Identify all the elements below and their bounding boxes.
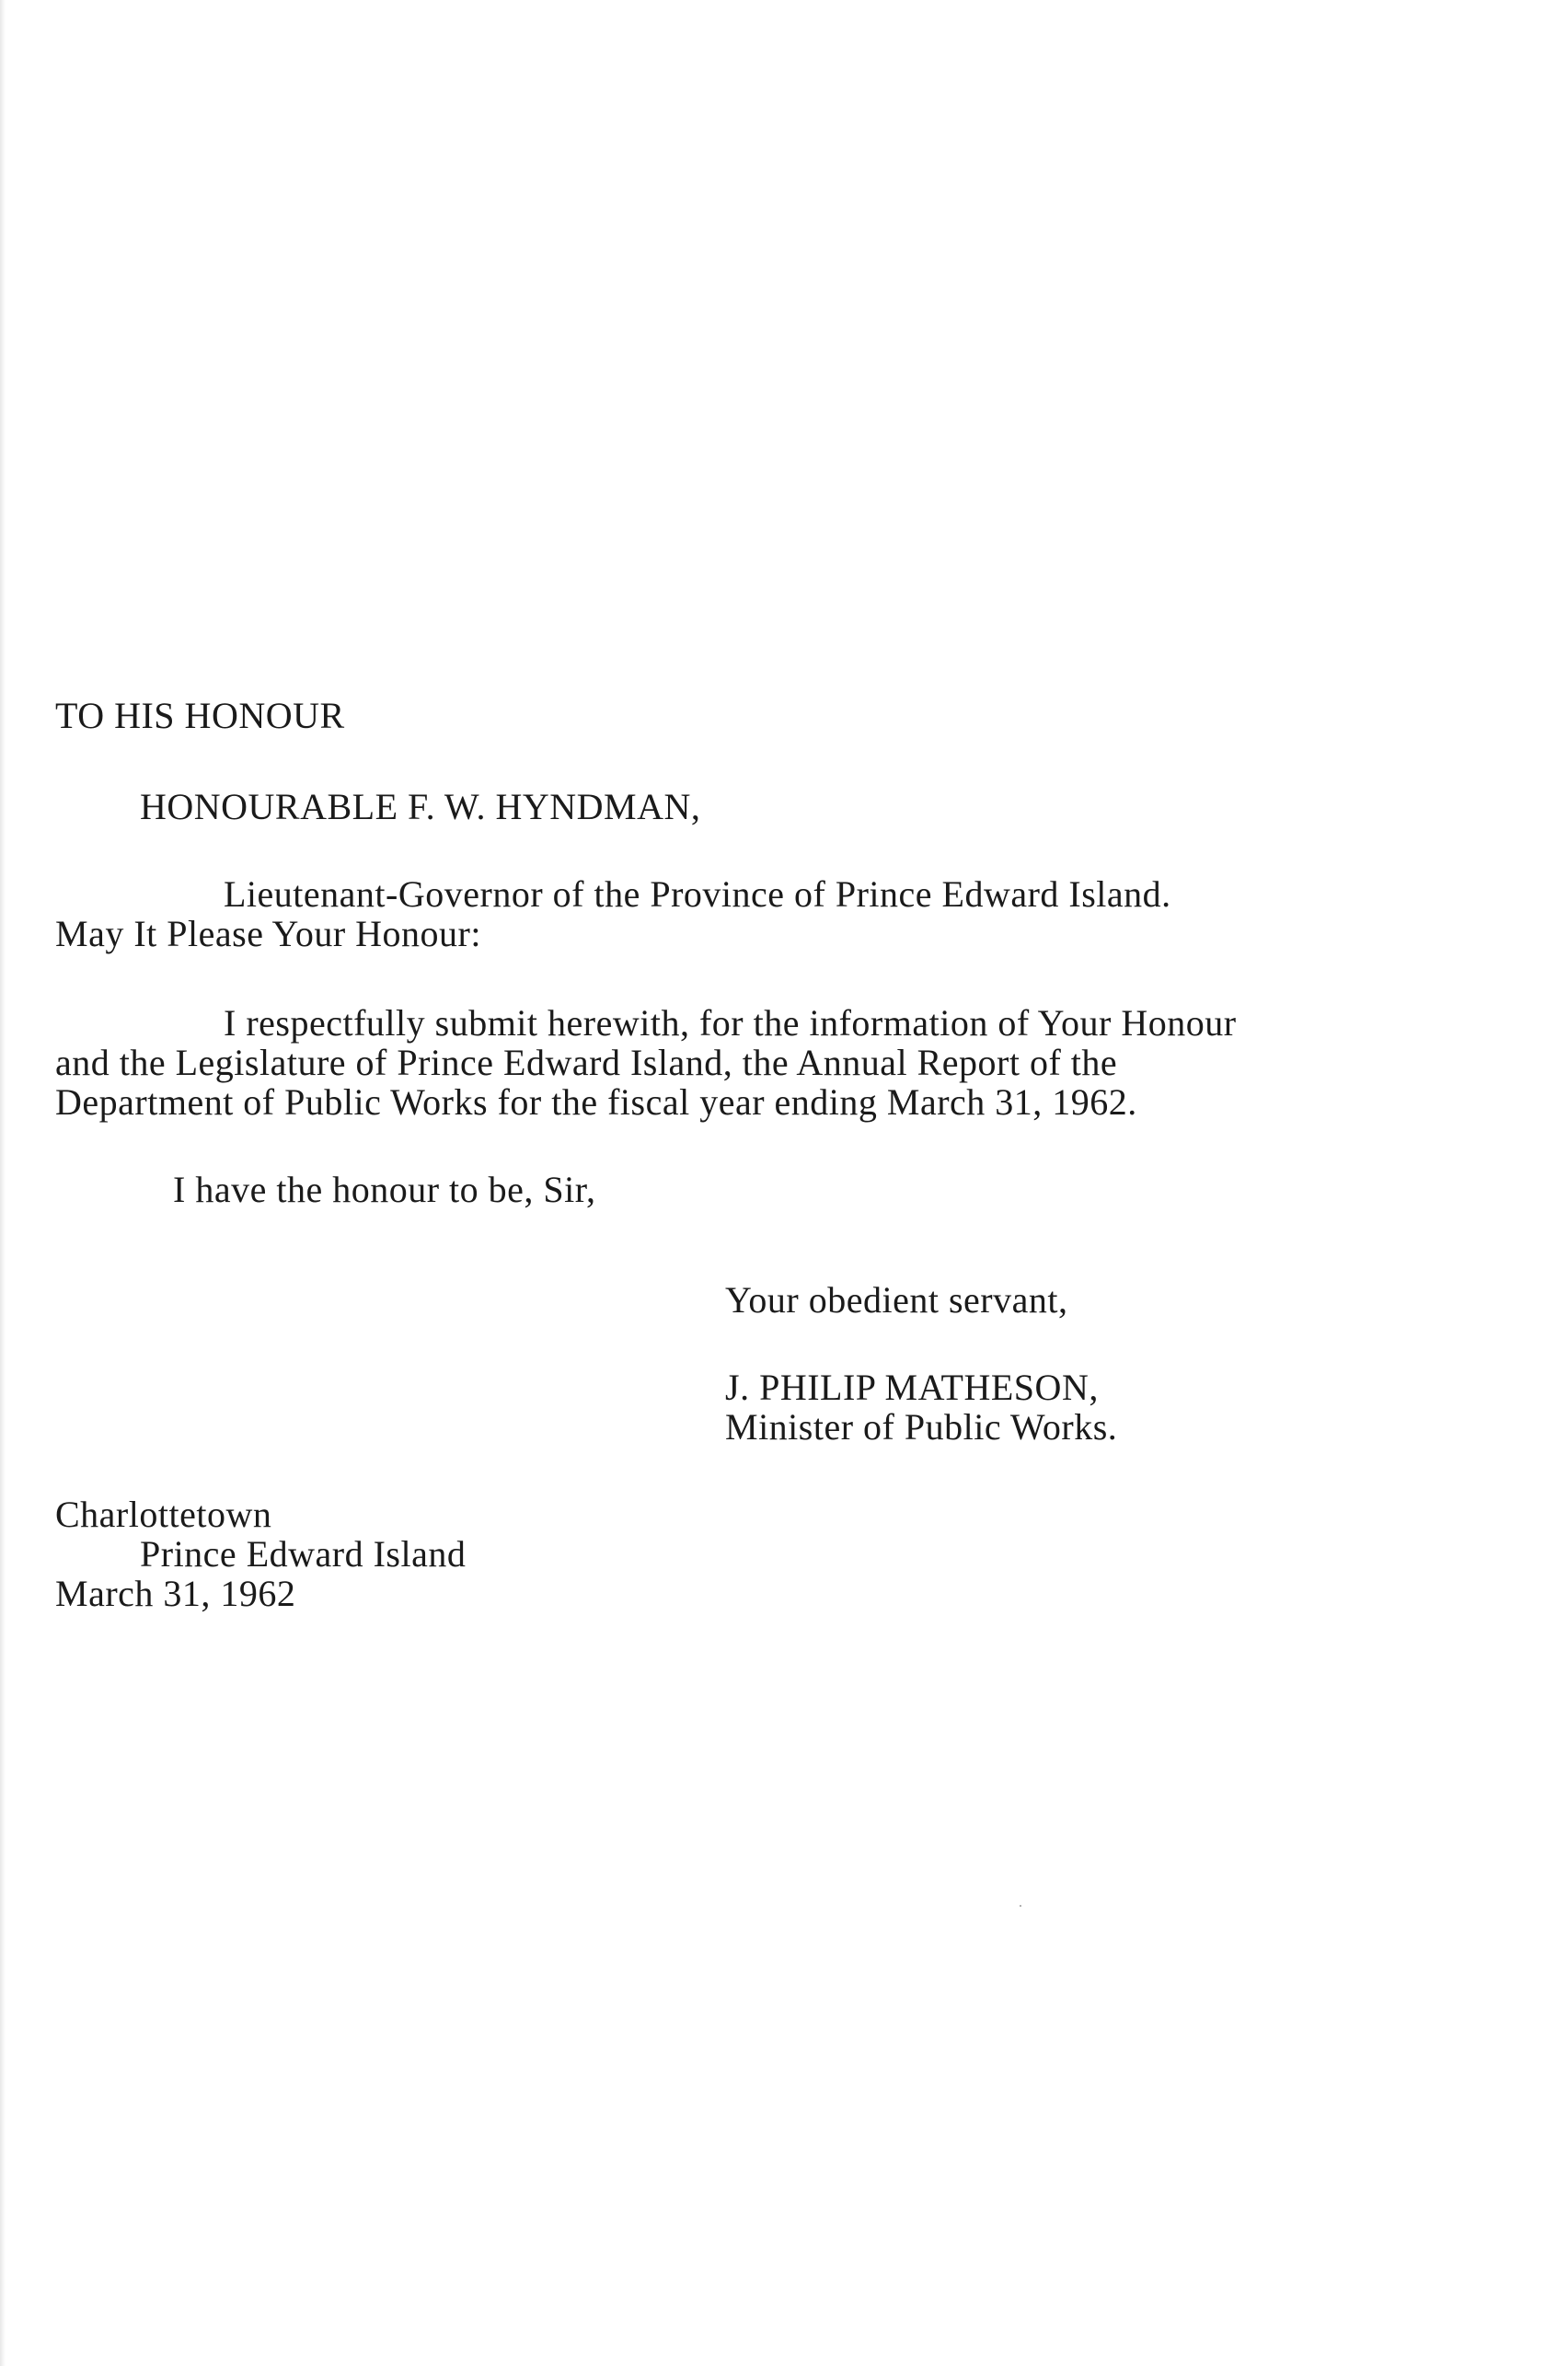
letter-date: March 31, 1962 [55, 1573, 296, 1614]
signatory-name: J. PHILIP MATHESON, [725, 1367, 1099, 1408]
place-city: Charlottetown [55, 1494, 272, 1535]
body-line-3: Department of Public Works for the fiscal year ending March 31, 1962. [55, 1081, 1137, 1123]
body-line-2: and the Legislature of Prince Edward Island, the Annual Report of the [55, 1042, 1118, 1083]
closing-line: I have the honour to be, Sir, [173, 1169, 596, 1210]
salutation: May It Please Your Honour: [55, 913, 481, 954]
scan-speck [1020, 1905, 1021, 1907]
addressee-office: Lieutenant-Governor of the Province of Prince Edward Island. [224, 873, 1171, 915]
place-province: Prince Edward Island [140, 1533, 467, 1575]
addressee-heading: TO HIS HONOUR [55, 695, 345, 736]
body-line-1: I respectfully submit herewith, for the information of Your Honour [224, 1002, 1237, 1044]
addressee-name: HONOURABLE F. W. HYNDMAN, [140, 786, 701, 827]
valediction: Your obedient servant, [725, 1279, 1068, 1321]
scan-left-edge [0, 0, 6, 2366]
signatory-title: Minister of Public Works. [725, 1406, 1118, 1448]
